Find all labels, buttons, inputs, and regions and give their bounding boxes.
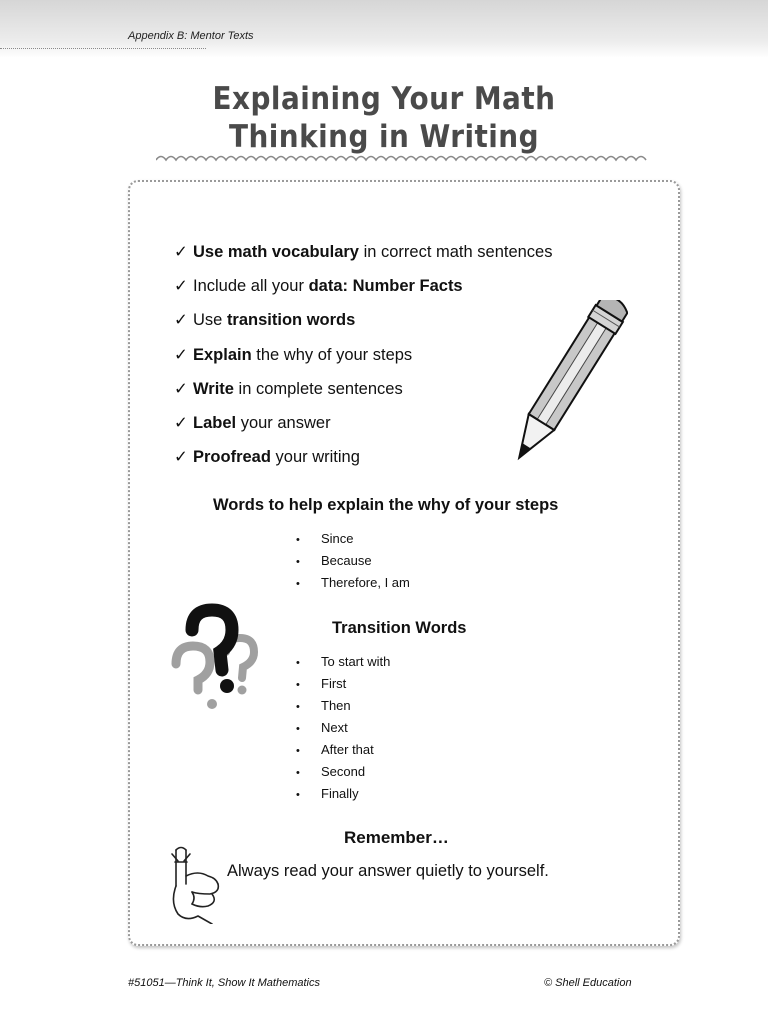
- checklist-text: in correct math sentences: [358, 243, 553, 261]
- list-item-text: Therefore, I am: [321, 575, 410, 590]
- checklist-text: your answer: [236, 413, 331, 432]
- list-item-text: Then: [321, 698, 351, 713]
- list-item: [296, 785, 390, 807]
- bullet-icon: •: [296, 767, 300, 779]
- checklist-text: your writing: [270, 448, 360, 467]
- bullet-icon: •: [296, 789, 300, 801]
- checklist-item: [174, 240, 553, 274]
- list-item-text: Next: [321, 720, 348, 735]
- list-item: [296, 675, 390, 697]
- checklist-bold: transition words: [226, 311, 356, 330]
- checklist-text: in complete sentences: [233, 379, 403, 398]
- checklist-bold: Write: [193, 379, 234, 398]
- bullet-icon: •: [296, 723, 300, 735]
- list-item: [296, 530, 410, 552]
- page-title: [0, 80, 768, 156]
- top-gray-band: [0, 0, 768, 58]
- transition-word-list: [296, 653, 390, 807]
- checklist-text: the why of your steps: [251, 345, 413, 364]
- list-item-text: Second: [321, 764, 366, 779]
- list-item-text: Finally: [321, 786, 359, 801]
- list-item-text: To start with: [321, 654, 391, 669]
- list-item-text: Because: [321, 553, 372, 568]
- checkmark-icon: ✓: [174, 345, 188, 364]
- checkmark-icon: ✓: [174, 379, 188, 398]
- list-item: [296, 763, 390, 785]
- bullet-icon: •: [296, 745, 300, 757]
- why-heading: Words to help explain the why of your steps: [213, 496, 559, 514]
- running-head: Appendix B: Mentor Texts: [128, 30, 254, 42]
- pencil-icon: [496, 300, 628, 484]
- list-item-text: First: [321, 676, 347, 691]
- bullet-icon: •: [296, 556, 300, 568]
- wavy-divider: [156, 155, 648, 165]
- checkmark-icon: ✓: [174, 277, 188, 296]
- checkmark-icon: ✓: [174, 413, 188, 432]
- bullet-icon: •: [296, 534, 300, 546]
- checklist-text: Use: [193, 311, 227, 330]
- checklist-bold: Use math vocabulary: [193, 243, 359, 261]
- list-item: [296, 653, 390, 675]
- list-item-text: Since: [321, 531, 354, 546]
- checkmark-icon: ✓: [174, 311, 188, 330]
- title-line-1: Explaining Your Math: [212, 81, 556, 117]
- bullet-icon: •: [296, 701, 300, 713]
- checklist-bold: Proofread: [193, 448, 271, 467]
- list-item-text: After that: [321, 742, 374, 757]
- bullet-icon: •: [296, 679, 300, 691]
- list-item: [296, 552, 410, 574]
- remember-text: Always read your answer quietly to yourself.: [227, 862, 549, 880]
- question-marks-icon: [166, 600, 262, 712]
- list-item: [296, 697, 390, 719]
- checkmark-icon: ✓: [174, 243, 188, 261]
- list-item: [296, 574, 410, 596]
- why-word-list: [296, 530, 410, 596]
- footer-publisher: © Shell Education: [544, 977, 632, 989]
- checklist-text: Include all your: [193, 277, 309, 296]
- list-item: [296, 719, 390, 741]
- footer-book-title: #51051—Think It, Show It Mathematics: [128, 977, 320, 989]
- checklist-bold: data: Number Facts: [308, 277, 463, 296]
- finger-string-icon: [168, 846, 224, 924]
- list-item: [296, 741, 390, 763]
- bullet-icon: •: [296, 657, 300, 669]
- checklist-bold: Explain: [193, 345, 252, 364]
- checkmark-icon: ✓: [174, 448, 188, 467]
- title-line-2: Thinking in Writing: [228, 119, 540, 155]
- bullet-icon: •: [296, 578, 300, 590]
- running-head-rule: [0, 48, 206, 49]
- remember-heading: Remember…: [344, 828, 449, 847]
- transition-heading: Transition Words: [332, 619, 467, 637]
- checklist-bold: Label: [193, 413, 237, 432]
